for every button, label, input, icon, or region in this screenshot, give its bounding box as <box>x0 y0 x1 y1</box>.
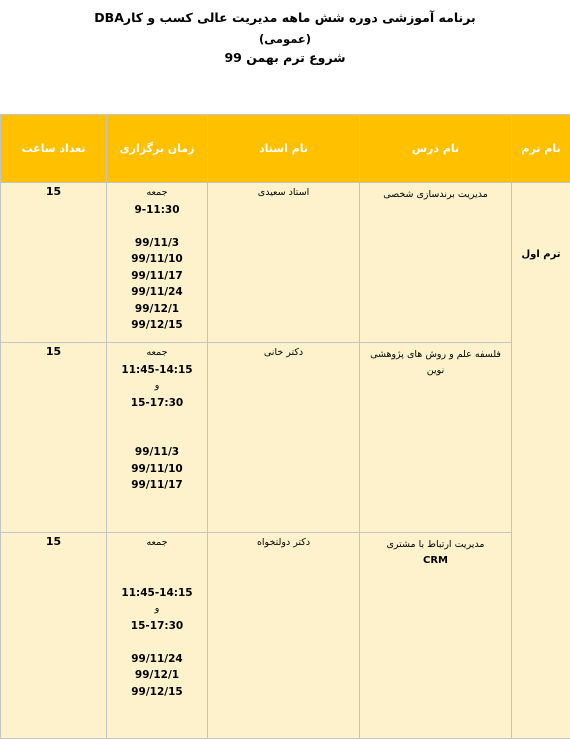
page-subtitle: (عمومی) <box>258 32 312 46</box>
col-header-teacher: نام استاد <box>208 115 360 183</box>
schedule-date: 99/11/24 <box>131 652 183 665</box>
schedule-and: و <box>154 380 160 391</box>
schedule-and: و <box>154 603 160 614</box>
schedule-cell <box>107 183 208 343</box>
schedule-time: 15-17:30 <box>130 396 184 409</box>
course-cell <box>360 533 512 739</box>
teacher-cell: دکتر دولتخواه <box>208 533 360 739</box>
schedule-cell <box>107 533 208 739</box>
term-start-line: شروع ترم بهمن 99 <box>224 50 346 65</box>
col-header-schedule: زمان برگزاری <box>107 115 208 183</box>
schedule-date: 99/11/17 <box>131 479 183 491</box>
schedule-date: 99/11/10 <box>131 462 183 475</box>
table-row <box>1 343 570 533</box>
schedule-cell <box>107 343 208 533</box>
schedule-date: 99/12/15 <box>131 685 183 698</box>
schedule-time: 9-11:30 <box>134 203 180 216</box>
schedule-time: 11:45-14:15 <box>121 586 193 599</box>
schedule-date: 99/11/24 <box>131 286 183 298</box>
teacher-cell: دکتر خانی <box>208 343 360 533</box>
col-header-hours: تعداد ساعت <box>1 115 107 183</box>
schedule-date: 99/12/1 <box>134 669 180 681</box>
schedule-day: جمعه <box>146 537 168 548</box>
schedule-date: 99/12/15 <box>131 319 183 331</box>
hours-cell: 15 <box>1 343 107 533</box>
course-cell: فلسفه علم و روش های پژوهشی نوین <box>360 343 512 533</box>
course-cell: مدیریت برندسازی شخصی <box>360 183 512 343</box>
col-header-term: نام ترم <box>512 115 570 183</box>
table-row <box>1 533 570 739</box>
schedule-day: جمعه <box>146 347 168 358</box>
schedule-time: 15-17:30 <box>130 619 184 632</box>
schedule-table <box>0 114 570 739</box>
schedule-date: 99/11/3 <box>134 236 180 249</box>
schedule-date: 99/12/1 <box>134 302 180 315</box>
teacher-cell: استاد سعیدی <box>208 183 360 343</box>
table-header-row <box>1 115 570 183</box>
hours-cell: 15 <box>1 533 107 739</box>
schedule-time: 11:45-14:15 <box>121 363 193 376</box>
hours-cell: 15 <box>1 183 107 343</box>
schedule-day: جمعه <box>146 187 168 198</box>
table-row <box>1 183 570 343</box>
course-name: مدیریت ارتباط با مشتری <box>386 539 485 550</box>
term-cell: ترم اول <box>512 183 570 739</box>
schedule-date: 99/11/3 <box>134 446 180 458</box>
course-abbr: CRM <box>423 555 448 566</box>
col-header-course: نام درس <box>360 115 512 183</box>
schedule-date: 99/11/10 <box>131 253 183 265</box>
page-title: برنامه آموزشی دوره شش ماهه مدیریت عالی کسب و کارDBA <box>94 10 476 25</box>
schedule-date: 99/11/17 <box>131 269 183 282</box>
